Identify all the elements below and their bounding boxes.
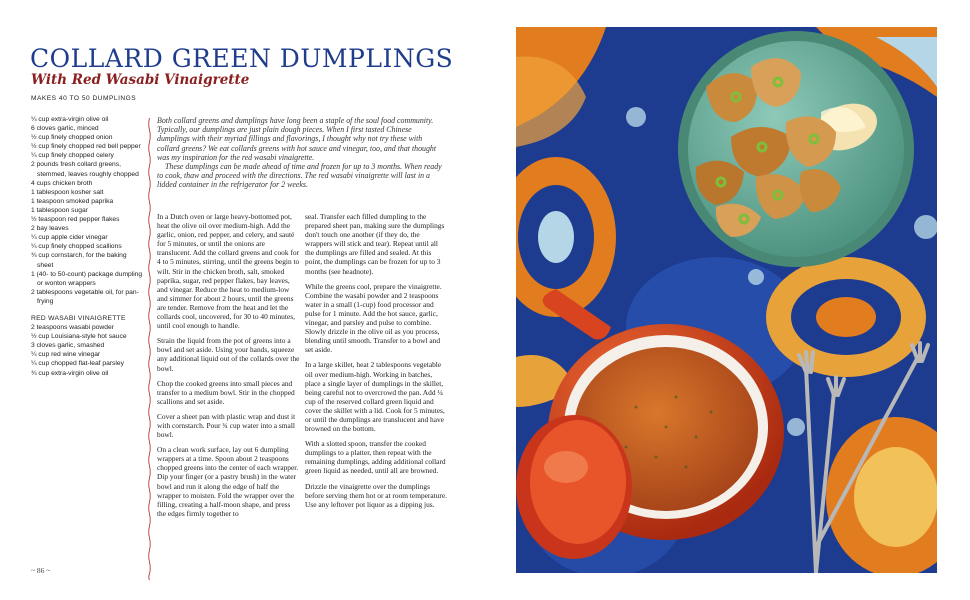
instruction-paragraph: Drizzle the vinaigrette over the dumplings before serving them hot or at room temperature. Use any leftover pot liquor as a dipping jus. <box>305 481 448 509</box>
ingredient-item: ¾ cup extra-virgin olive oil <box>31 369 109 377</box>
recipe-title: COLLARD GREEN DUMPLINGS <box>30 44 454 73</box>
instructions-column-2 <box>305 212 448 515</box>
instruction-paragraph: seal. Transfer each filled dumpling to the prepared sheet pan, making sure the dumplings don't touch one another (if they do, the wrappers will stick and tear). Repeat until all the dumplings are filled and sealed. At this point, the dumplings can be frozen for up to 3 months (see headnote). <box>305 212 445 276</box>
ingredient-item: 1 (40- to 50-count) package dumpling or wonton wrappers <box>31 270 143 287</box>
ingredient-item: 2 pounds fresh collard greens, stemmed, leaves roughly chopped <box>31 161 139 178</box>
pot-lid <box>516 415 632 559</box>
instruction-paragraph: Chop the cooked greens into small pieces and transfer to a medium bowl. Stir in the chopped scallions and set aside. <box>157 378 295 406</box>
instruction-paragraph: While the greens cool, prepare the vinaigrette. Combine the wasabi powder and 2 teaspoons water in a small (1-cup) food processor and pulse for 1 minute. Add the hot sauce, garlic, vinegar, and parsley and pulse to combine. Slowly drizzle in the olive oil as you process, blending until smooth. Transfer to a bowl and set aside. <box>305 281 442 355</box>
instruction-paragraph: On a clean work surface, lay out 6 dumpling wrappers at a time. Spoon about 2 teaspoons chopped greens into the center of each wrapper. Dip your finger (or a pastry brush) in the water bowl and run it along the edge of half the wrapper to moisten. Fold the wrapper over the filling, creating a half-moon shape, and press the edges firmly together to <box>157 445 299 518</box>
ingredient-item: ¼ cup red wine vinegar <box>31 351 101 359</box>
recipe-yield: MAKES 40 TO 50 DUMPLINGS <box>31 95 137 102</box>
ingredient-item: ¼ cup finely chopped scallions <box>31 243 122 251</box>
recipe-subtitle: With Red Wasabi Vinaigrette <box>31 72 250 88</box>
ingredient-item: ½ cup finely chopped red bell pepper <box>31 143 141 151</box>
ingredient-item: 2 teaspoons wasabi powder <box>31 324 114 332</box>
ingredient-item: ¼ cup apple cider vinegar <box>31 234 108 242</box>
dumpling-plate <box>678 31 914 267</box>
instruction-paragraph: In a Dutch oven or large heavy-bottomed pot, heat the olive oil over medium-high. Add the garlic, onion, red pepper, and celery, and sauté for 5 minutes, or until the onions are translucent. Add the collard greens and cook for 4 to 5 minutes, stirring, until the greens begin to wilt. Stir in the chicken broth, salt, smoked paprika, sugar, red pepper flakes, bay leaves, and vinegar. Reduce the heat to medium-low and simmer for about 2 hours, until the greens are tender. Remove from the heat and let the collards cool, uncovered, for 30 to 40 minutes, until cool enough to handle. <box>157 212 300 331</box>
ingredient-item: 2 bay leaves <box>31 225 69 233</box>
instruction-paragraph: Cover a sheet pan with plastic wrap and dust it with cornstarch. Pour ¾ cup water into a small bowl. <box>157 411 296 440</box>
ingredient-item: 4 cups chicken broth <box>31 179 93 187</box>
instruction-paragraph: With a slotted spoon, transfer the cooked dumplings to a platter, then repeat with the remaining dumplings, adding additional collard green liquid as needed, until all are browned. <box>305 439 446 476</box>
ingredient-item: ¼ cup extra-virgin olive oil <box>31 116 109 123</box>
ingredient-item: ¼ cup finely chopped celery <box>31 152 114 160</box>
headnote-paragraph: Both collard greens and dumplings have long been a staple of the soul food community. Typically, our dumplings are just plain dough pieces. When I first tasted Chinese dumplings with their myriad fillings and flavorings, I thought why not try these with collard greens? We eat collards greens with hot sauce and vinegar, too, and that thought was my inspiration for the red wasabi vinaigrette. <box>157 116 437 162</box>
ingredient-item: ¼ cup chopped flat-leaf parsley <box>31 360 124 368</box>
ingredient-item: ¾ cup cornstarch, for the baking sheet <box>31 252 127 269</box>
ingredient-item: 2 tablespoons vegetable oil, for pan-frying <box>31 288 139 305</box>
ingredient-item: 1 teaspoon smoked paprika <box>31 197 114 205</box>
column-divider <box>148 118 151 580</box>
ingredient-item: ½ teaspoon red pepper flakes <box>31 216 120 224</box>
page-number: ~ 86 ~ <box>31 566 51 575</box>
instructions-column-1 <box>157 212 300 524</box>
ingredient-item: 1 tablespoon kosher salt <box>31 188 104 196</box>
food-photo <box>516 27 937 573</box>
ingredient-item: ½ cup Louisiana-style hot sauce <box>31 333 127 341</box>
headnote-paragraph: These dumplings can be made ahead of time and frozen for up to 3 months. When ready to cook, thaw and proceed with the directions. The red wasabi vinaigrette will last in a lidded container in the refrigerator for 2 weeks. <box>157 162 442 190</box>
headnote <box>157 116 442 190</box>
ingredient-item: 6 cloves garlic, minced <box>31 125 99 133</box>
ingredient-item: ½ cup finely chopped onion <box>31 134 113 142</box>
ingredient-item: 3 cloves garlic, smashed <box>31 342 105 350</box>
instruction-paragraph: In a large skillet, heat 2 tablespoons vegetable oil over medium-high. Working in batches, place a single layer of dumplings in the skillet, being careful not to overcrowd the pan. Add ¼ cup of the reserved collard green liquid and cover the skillet with a lid. Cook for 5 minutes, or until the dumplings are translucent and have browned on the bottom. <box>305 360 445 434</box>
vinaigrette-heading: RED WASABI VINAIGRETTE <box>31 314 126 322</box>
ingredient-item: 1 tablespoon sugar <box>31 206 88 214</box>
instruction-paragraph: Strain the liquid from the pot of greens into a bowl and set aside. Using your hands, squeeze any additional liquid out of the collards over the bowl. <box>157 336 300 373</box>
ingredient-list <box>31 115 143 378</box>
